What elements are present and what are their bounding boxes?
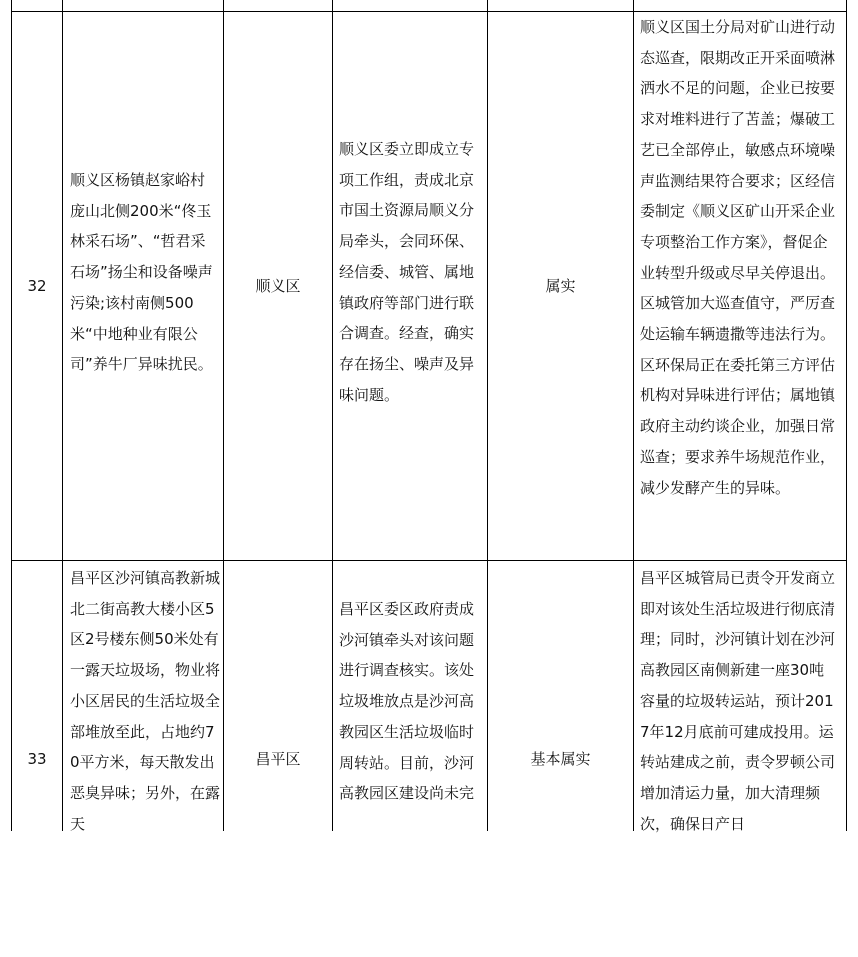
row-number: 32 — [27, 276, 47, 295]
district: 昌平区 — [255, 749, 301, 768]
district: 顺义区 — [255, 276, 301, 295]
column-divider — [846, 0, 847, 831]
complaint-text: 昌平区沙河镇高教新城北二街高教大楼小区5区2号楼东侧50米处有一露天垃圾场，物业将小区居民的生活垃圾全部堆放至此，占地约70平方米，每天散发出恶臭异味；另外，在露天 — [70, 569, 221, 833]
row-divider — [11, 560, 847, 561]
investigation-text: 顺义区委立即成立专项工作组，责成北京市国土资源局顺义分局牵头，会同环保、经信委、城管、属地镇政府等部门进行联合调查。经查，确实存在扬尘、噪声及异味问题。 — [339, 140, 475, 404]
handling-text: 昌平区城管局已责令开发商立即对该处生活垃圾进行彻底清理；同时，沙河镇计划在沙河高教园区南侧新建一座30吨容量的垃圾转运站，预计2017年12月底前可建成投用。运转站建成之前，责令罗顿公司增加清运力量，加大清理频次，确保日产日 — [640, 569, 836, 833]
column-divider — [62, 0, 63, 831]
column-divider — [332, 0, 333, 831]
handling-text: 顺义区国土分局对矿山进行动态巡查，限期改正开采面喷淋洒水不足的问题，企业已按要求对堆料进行了苫盖；爆破工艺已全部停止，敏感点环境噪声监测结果符合要求；区经信委制定《顺义区矿山开采企业专项整治工作方案》，督促企业转型升级或尽早关停退出。区城管加大巡查值守，严厉查处运输车辆遗撒等违法行为。区环保局正在委托第三方评估机构对异味进行评估；属地镇政府主动约谈企业，加强日常巡查；要求养牛场规范作业，减少发酵产生的异味。 — [640, 18, 836, 497]
investigation-text: 昌平区委区政府责成沙河镇牵头对该问题进行调查核实。该处垃圾堆放点是沙河高教园区生活垃圾临时周转站。目前，沙河高教园区建设尚未完 — [339, 600, 475, 803]
verdict: 基本属实 — [530, 749, 591, 768]
column-divider — [633, 0, 634, 831]
verdict: 属实 — [545, 276, 576, 295]
complaint-text: 顺义区杨镇赵家峪村庞山北侧200米“佟玉林采石场”、“哲君采石场”扬尘和设备噪声污染;该村南侧500米“中地种业有限公司”养牛厂异味扰民。 — [70, 171, 213, 374]
row-number: 33 — [27, 749, 47, 768]
